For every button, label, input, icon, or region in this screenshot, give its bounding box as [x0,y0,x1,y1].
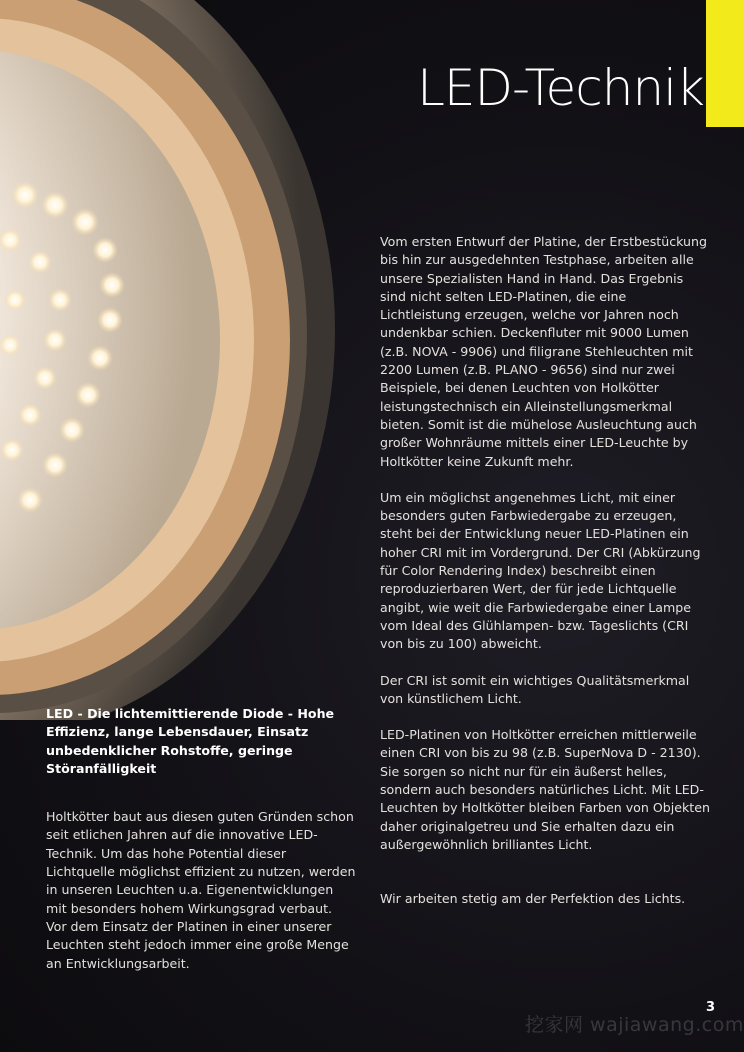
yellow-accent-bar [706,0,744,127]
left-text-column [46,705,356,973]
page-number: 3 [706,1000,716,1015]
closing-statement: Wir arbeiten stetig am der Perfektion des Lichts. [380,891,686,907]
led-lamp-illustration [0,0,420,720]
paragraph-cri: Um ein möglichst angenehmes Licht, mit einer besonders guten Farbwiedergabe zu erzeugen, steht bei der Entwicklung neuer LED-Platinen ein hoher CRI mit im Vordergrund. Der CRI (Abkürzung für Color Rendering Index) beschreibt einen reproduzierbaren Wert, der für jede Lichtquelle angibt, wie weit die Farbwiedergabe einer Lampe vom Ideal des Glühlampen- bzw. Tageslichts (CRI von bis zu 100) abweicht. [380,489,701,652]
lead-heading: LED - Die lichtemittierende Diode - Hohe Effizienz, lange Lebensdauer, Einsatz unbedenklicher Rohstoffe, geringe Störanfälligkeit [46,706,335,776]
paragraph-intro: Holtkötter baut aus diesen guten Gründen schon seit etlichen Jahren auf die innovative LED-Technik. Um das hohe Potential dieser Lichtquelle möglichst effizient zu nutzen, werden in unseren Leuchten u.a. Eigenentwicklungen mit besonders hohem Wirkungsgrad verbaut. Vor dem Einsatz der Platinen in einer unserer Leuchten steht jedoch immer eine große Menge an Entwicklungsarbeit. [46,809,356,971]
paragraph-holtkoetter-cri: LED-Platinen von Holtkötter erreichen mittlerweile einen CRI von bis zu 98 (z.B. SuperNova D - 2130). Sie sorgen so nicht nur für ein äußerst helles, sondern auch besonders natürliches Licht. Mit LED-Leuchten by Holtkötter bleiben Farben von Objekten daher originalgetreu und Sie erhalten dazu ein außergewöhnlich brilliantes Licht. [380,727,710,852]
paragraph-cri-quality: Der CRI ist somit ein wichtiges Qualitätsmerkmal von künstlichem Licht. [380,672,690,706]
right-text-column [380,233,710,927]
paragraph-development: Vom ersten Entwurf der Platine, der Erstbestückung bis hin zur ausgedehnten Testphase, arbeiten alle unsere Spezialisten Hand in Hand. Das Ergebnis sind nicht selten LED-Platinen, die eine Lichtleistung erzeugen, welche vor Jahren noch undenkbar schien. Deckenfluter mit 9000 Lumen (z.B. NOVA - 9906) und filigrane Stehleuchten mit 2200 Lumen (z.B. PLANO - 9656) sind nur zwei Beispiele, bei denen Leuchten von Holkötter leistungstechnisch ein Alleinstellungsmerkmal bieten. Somit ist die mühelose Ausleuchtung auch großer Wohnräume mittels einer LED-Leuchte by Holtkötter keine Zukunft mehr. [380,234,708,469]
page-title: LED-Technik [417,59,704,117]
watermark: 挖家网 wajiawang.com [525,1014,744,1036]
